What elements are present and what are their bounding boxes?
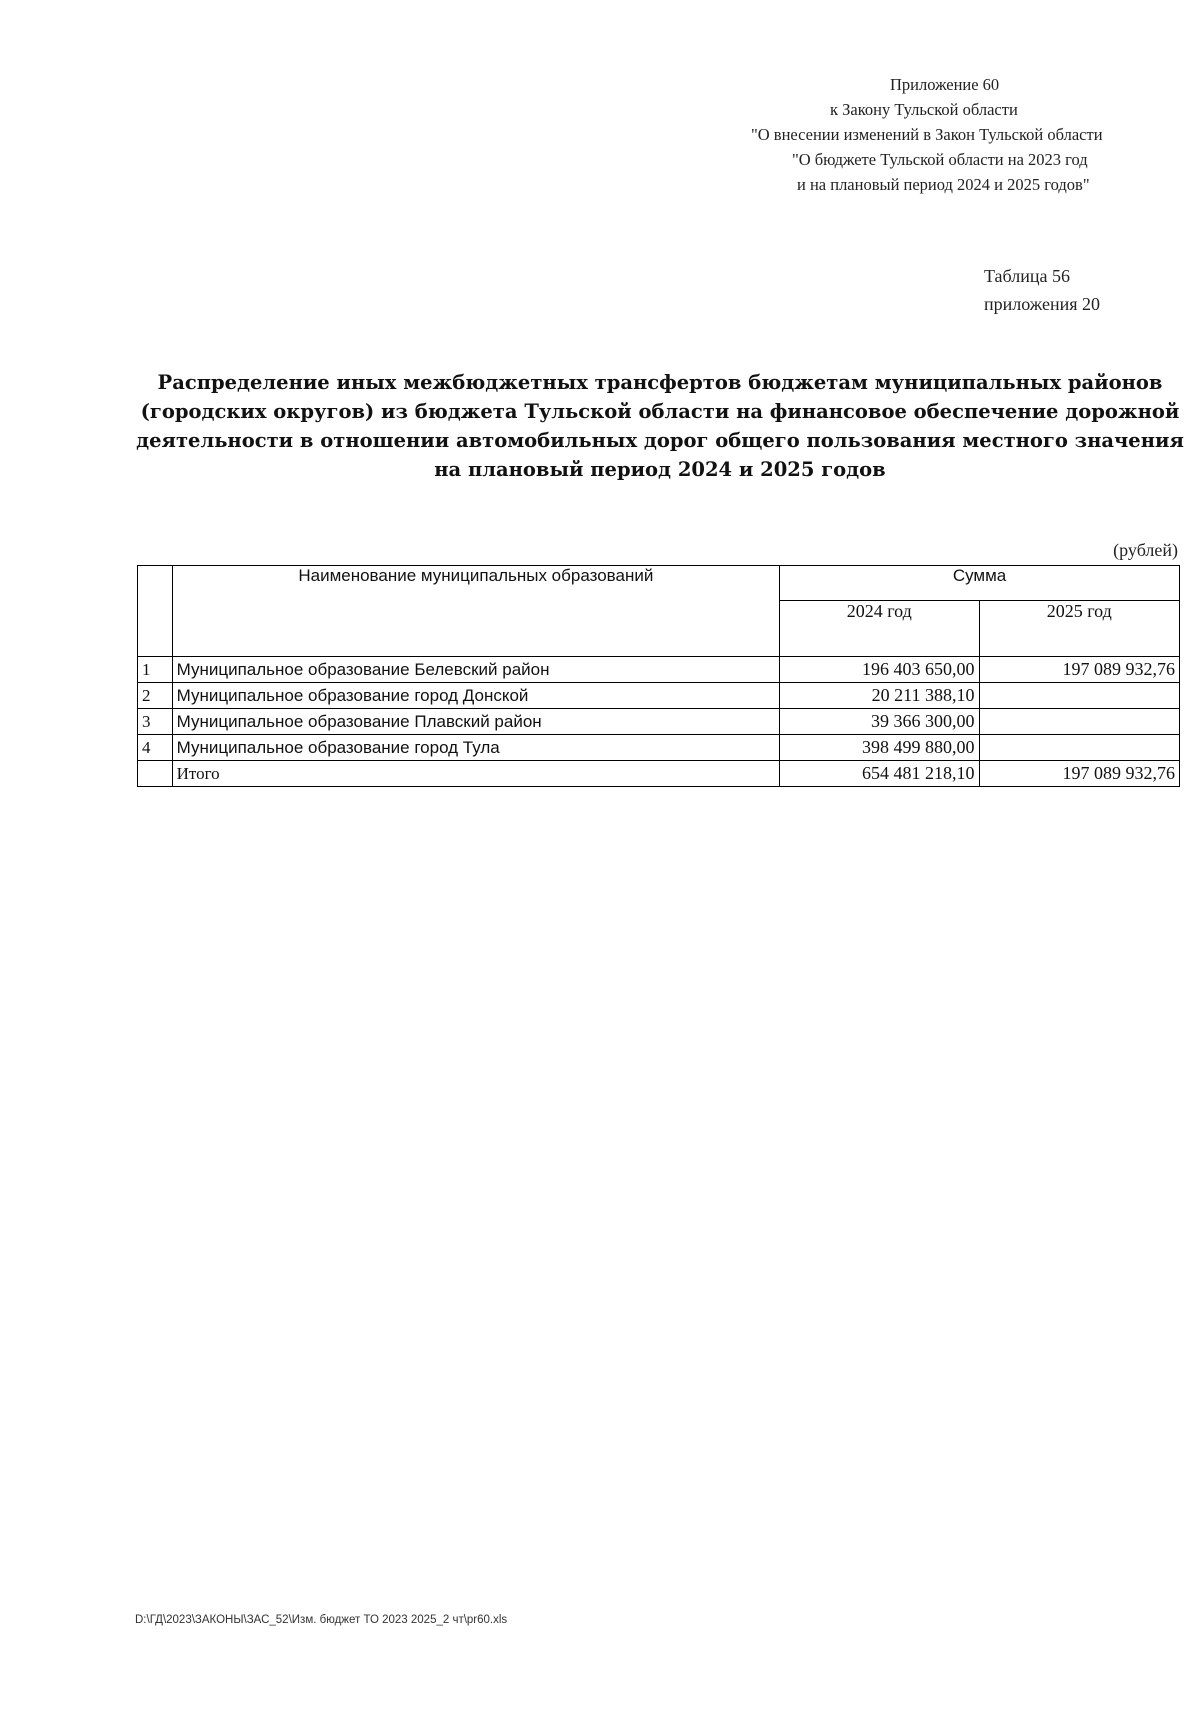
appendix-line: к Закону Тульской области <box>830 100 1018 119</box>
header-year-2024: 2024 год <box>780 601 979 657</box>
total-number <box>138 761 173 787</box>
table-reference <box>984 262 1184 318</box>
table-header-row <box>138 566 1180 601</box>
row-amount-2024: 20 211 388,10 <box>780 683 979 709</box>
row-amount-2024: 196 403 650,00 <box>780 657 979 683</box>
header-number-cell <box>138 566 173 657</box>
appendix-line: "О бюджете Тульской области на 2023 год <box>792 150 1088 169</box>
row-name: Муниципальное образование город Тула <box>172 735 779 761</box>
header-name: Наименование муниципальных образований <box>172 566 779 657</box>
row-number: 4 <box>138 735 173 761</box>
units-label: (рублей) <box>1113 540 1178 560</box>
row-amount-2024: 39 366 300,00 <box>780 709 979 735</box>
table-number: Таблица 56 <box>984 266 1070 286</box>
appendix-line: Приложение 60 <box>890 75 1000 94</box>
row-name: Муниципальное образование Белевский район <box>172 657 779 683</box>
row-amount-2025 <box>979 735 1179 761</box>
row-amount-2024: 398 499 880,00 <box>780 735 979 761</box>
row-amount-2025 <box>979 709 1179 735</box>
total-amount-2025: 197 089 932,76 <box>979 761 1179 787</box>
total-amount-2024: 654 481 218,10 <box>780 761 979 787</box>
table-row <box>138 657 1180 683</box>
document-title: Распределение иных межбюджетных трансфертов бюджетам муниципальных районов (городских округов) из бюджета Тульской области на финансовое обеспечение дорожной деятельности в отношении автомобильных дорог общего пользования местного значения на плановый период 2024 и 2025 годов <box>136 371 1184 481</box>
row-number: 1 <box>138 657 173 683</box>
appendix-reference <box>700 72 1200 197</box>
row-amount-2025 <box>979 683 1179 709</box>
table-row <box>138 683 1180 709</box>
table-appendix: приложения 20 <box>984 294 1101 314</box>
table-total-row <box>138 761 1180 787</box>
distribution-table <box>137 565 1180 787</box>
header-year-2025: 2025 год <box>979 601 1179 657</box>
row-number: 2 <box>138 683 173 709</box>
table-row <box>138 709 1180 735</box>
row-name: Муниципальное образование город Донской <box>172 683 779 709</box>
row-name: Муниципальное образование Плавский район <box>172 709 779 735</box>
appendix-line: "О внесении изменений в Закон Тульской области <box>751 125 1103 144</box>
total-label: Итого <box>172 761 779 787</box>
appendix-line: и на плановый период 2024 и 2025 годов" <box>797 175 1090 194</box>
row-number: 3 <box>138 709 173 735</box>
row-amount-2025: 197 089 932,76 <box>979 657 1179 683</box>
table-row <box>138 735 1180 761</box>
file-path-footer: D:\ГД\2023\ЗАКОНЫ\ЗАС_52\Изм. бюджет ТО 2023 2025_2 чт\pr60.xls <box>135 1614 508 1626</box>
header-sum: Сумма <box>780 566 1180 601</box>
